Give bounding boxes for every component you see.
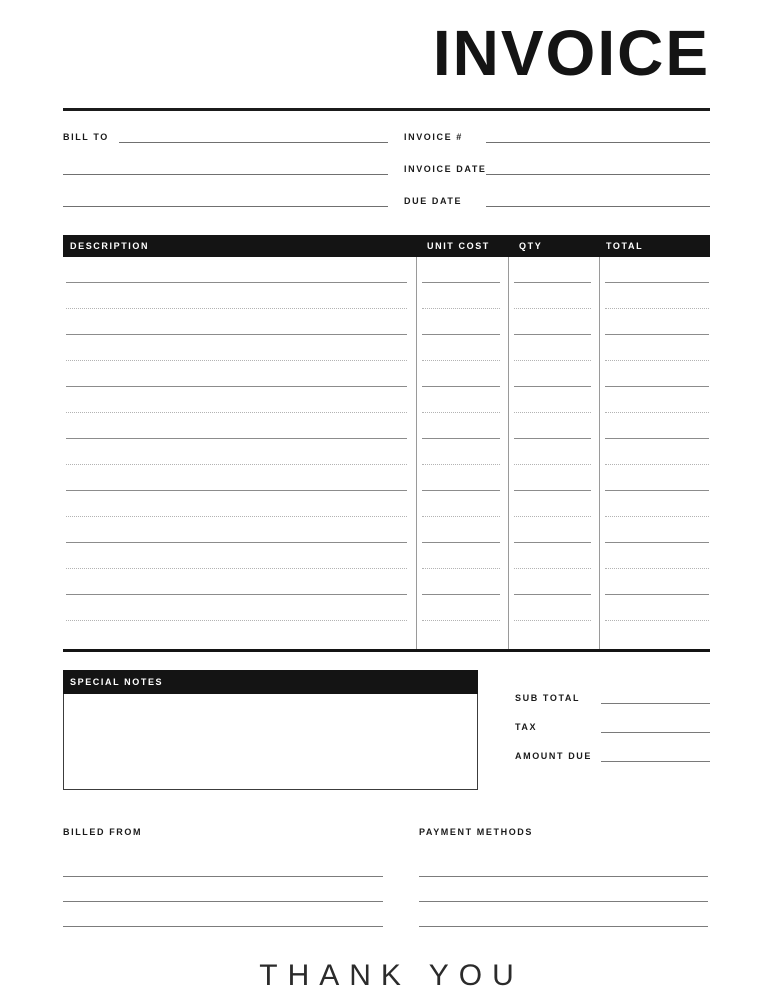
billed-from-line-row — [63, 902, 383, 927]
table-cell[interactable] — [66, 569, 407, 595]
table-cell[interactable] — [514, 569, 591, 595]
table-cell[interactable] — [66, 439, 407, 465]
column-divider — [416, 257, 417, 649]
table-cell[interactable] — [422, 309, 500, 335]
tax-row — [515, 704, 710, 733]
bill-to-section — [63, 111, 388, 207]
due-date-input-line[interactable] — [486, 197, 710, 207]
payment-methods-label: PAYMENT METHODS — [419, 827, 534, 837]
payment-methods-line-row — [419, 902, 708, 927]
payment-methods-section — [419, 822, 708, 927]
table-cell[interactable] — [422, 465, 500, 491]
table-row — [63, 387, 710, 413]
payment-methods-line-row — [419, 846, 708, 877]
table-cell[interactable] — [514, 387, 591, 413]
table-row — [63, 361, 710, 387]
table-cell[interactable] — [605, 517, 709, 543]
table-cell[interactable] — [605, 257, 709, 283]
table-cell[interactable] — [66, 491, 407, 517]
payment-methods-line-row — [419, 877, 708, 902]
table-cell[interactable] — [66, 257, 407, 283]
table-cell[interactable] — [66, 595, 407, 621]
invoice-number-row — [404, 111, 710, 143]
column-header-total: TOTAL — [606, 241, 644, 251]
table-cell[interactable] — [422, 543, 500, 569]
table-cell[interactable] — [605, 543, 709, 569]
table-cell[interactable] — [66, 283, 407, 309]
table-row — [63, 595, 710, 621]
table-row — [63, 309, 710, 335]
table-row — [63, 465, 710, 491]
table-cell[interactable] — [66, 361, 407, 387]
items-table-header — [63, 235, 710, 257]
table-cell[interactable] — [514, 439, 591, 465]
special-notes-box[interactable] — [63, 694, 478, 790]
billed-from-line-row — [63, 877, 383, 902]
notes-totals-section — [63, 670, 710, 790]
table-cell[interactable] — [422, 283, 500, 309]
table-cell[interactable] — [422, 387, 500, 413]
table-cell[interactable] — [605, 595, 709, 621]
table-cell[interactable] — [605, 465, 709, 491]
table-cell[interactable] — [605, 283, 709, 309]
table-cell[interactable] — [514, 413, 591, 439]
table-cell[interactable] — [605, 361, 709, 387]
bill-to-input-line-3[interactable] — [63, 197, 388, 207]
billed-from-section — [63, 822, 383, 927]
table-row — [63, 257, 710, 283]
billed-from-input-line[interactable] — [63, 892, 383, 902]
invoice-number-input-line[interactable] — [486, 133, 710, 143]
table-cell[interactable] — [422, 491, 500, 517]
table-cell[interactable] — [605, 309, 709, 335]
bill-to-row-3 — [63, 175, 388, 207]
invoice-number-label: INVOICE # — [404, 132, 463, 142]
tax-label: TAX — [515, 722, 538, 732]
table-cell[interactable] — [422, 517, 500, 543]
table-cell[interactable] — [514, 257, 591, 283]
amount-due-label: AMOUNT DUE — [515, 751, 592, 761]
billed-from-line-row — [63, 846, 383, 877]
bill-to-row-2 — [63, 143, 388, 175]
payment-methods-input-line[interactable] — [419, 917, 708, 927]
invoice-date-row — [404, 143, 710, 175]
column-header-qty: QTY — [519, 241, 543, 251]
table-row — [63, 283, 710, 309]
table-cell[interactable] — [605, 439, 709, 465]
table-cell[interactable] — [514, 491, 591, 517]
table-cell[interactable] — [514, 335, 591, 361]
subtotal-input-line[interactable] — [601, 694, 710, 704]
table-cell[interactable] — [422, 335, 500, 361]
table-row — [63, 569, 710, 595]
table-cell[interactable] — [605, 491, 709, 517]
billed-from-input-line[interactable] — [63, 917, 383, 927]
table-row — [63, 517, 710, 543]
subtotal-row — [515, 675, 710, 704]
table-row — [63, 543, 710, 569]
due-date-row — [404, 175, 710, 207]
table-cell[interactable] — [66, 413, 407, 439]
bill-to-label: BILL TO — [63, 132, 109, 142]
billed-from-input-line[interactable] — [63, 867, 383, 877]
amount-due-row — [515, 733, 710, 762]
due-date-label: DUE DATE — [404, 196, 463, 206]
table-cell[interactable] — [422, 361, 500, 387]
table-cell[interactable] — [66, 387, 407, 413]
table-cell[interactable] — [514, 543, 591, 569]
table-row — [63, 335, 710, 361]
table-cell[interactable] — [605, 569, 709, 595]
totals-section — [515, 670, 710, 790]
bill-to-input-line-2[interactable] — [63, 165, 388, 175]
table-cell[interactable] — [66, 517, 407, 543]
table-cell[interactable] — [66, 465, 407, 491]
billed-from-label: BILLED FROM — [63, 827, 143, 837]
table-cell[interactable] — [422, 569, 500, 595]
table-cell[interactable] — [66, 543, 407, 569]
table-cell[interactable] — [422, 413, 500, 439]
from-payment-section — [63, 822, 710, 927]
subtotal-label: SUB TOTAL — [515, 693, 581, 703]
payment-methods-input-line[interactable] — [419, 892, 708, 902]
info-section — [63, 111, 710, 207]
table-cell[interactable] — [605, 387, 709, 413]
invoice-meta-section — [404, 111, 710, 207]
column-header-unit-cost: UNIT COST — [427, 241, 490, 251]
table-cell[interactable] — [514, 309, 591, 335]
table-cell[interactable] — [422, 595, 500, 621]
table-cell[interactable] — [514, 361, 591, 387]
table-cell[interactable] — [422, 439, 500, 465]
table-cell[interactable] — [514, 517, 591, 543]
table-row — [63, 413, 710, 439]
special-notes-section — [63, 670, 478, 790]
table-cell[interactable] — [66, 309, 407, 335]
items-table — [63, 235, 710, 652]
payment-methods-input-line[interactable] — [419, 867, 708, 877]
table-cell[interactable] — [605, 335, 709, 361]
table-cell[interactable] — [422, 257, 500, 283]
column-header-description: DESCRIPTION — [70, 241, 150, 251]
bill-to-row — [63, 111, 388, 143]
invoice-date-input-line[interactable] — [486, 165, 710, 175]
tax-input-line[interactable] — [601, 723, 710, 733]
items-table-body — [63, 257, 710, 652]
column-divider — [508, 257, 509, 649]
table-cell[interactable] — [514, 595, 591, 621]
thank-you-text: THANK YOU — [259, 959, 524, 992]
table-row — [63, 439, 710, 465]
invoice-date-label: INVOICE DATE — [404, 164, 487, 174]
table-cell[interactable] — [66, 335, 407, 361]
table-cell[interactable] — [605, 413, 709, 439]
page-title: INVOICE — [432, 17, 710, 89]
column-divider — [599, 257, 600, 649]
special-notes-header: SPECIAL NOTES — [63, 670, 478, 694]
table-row — [63, 491, 710, 517]
bill-to-input-line[interactable] — [119, 133, 388, 143]
table-cell[interactable] — [514, 283, 591, 309]
table-cell[interactable] — [514, 465, 591, 491]
amount-due-input-line[interactable] — [601, 752, 710, 762]
